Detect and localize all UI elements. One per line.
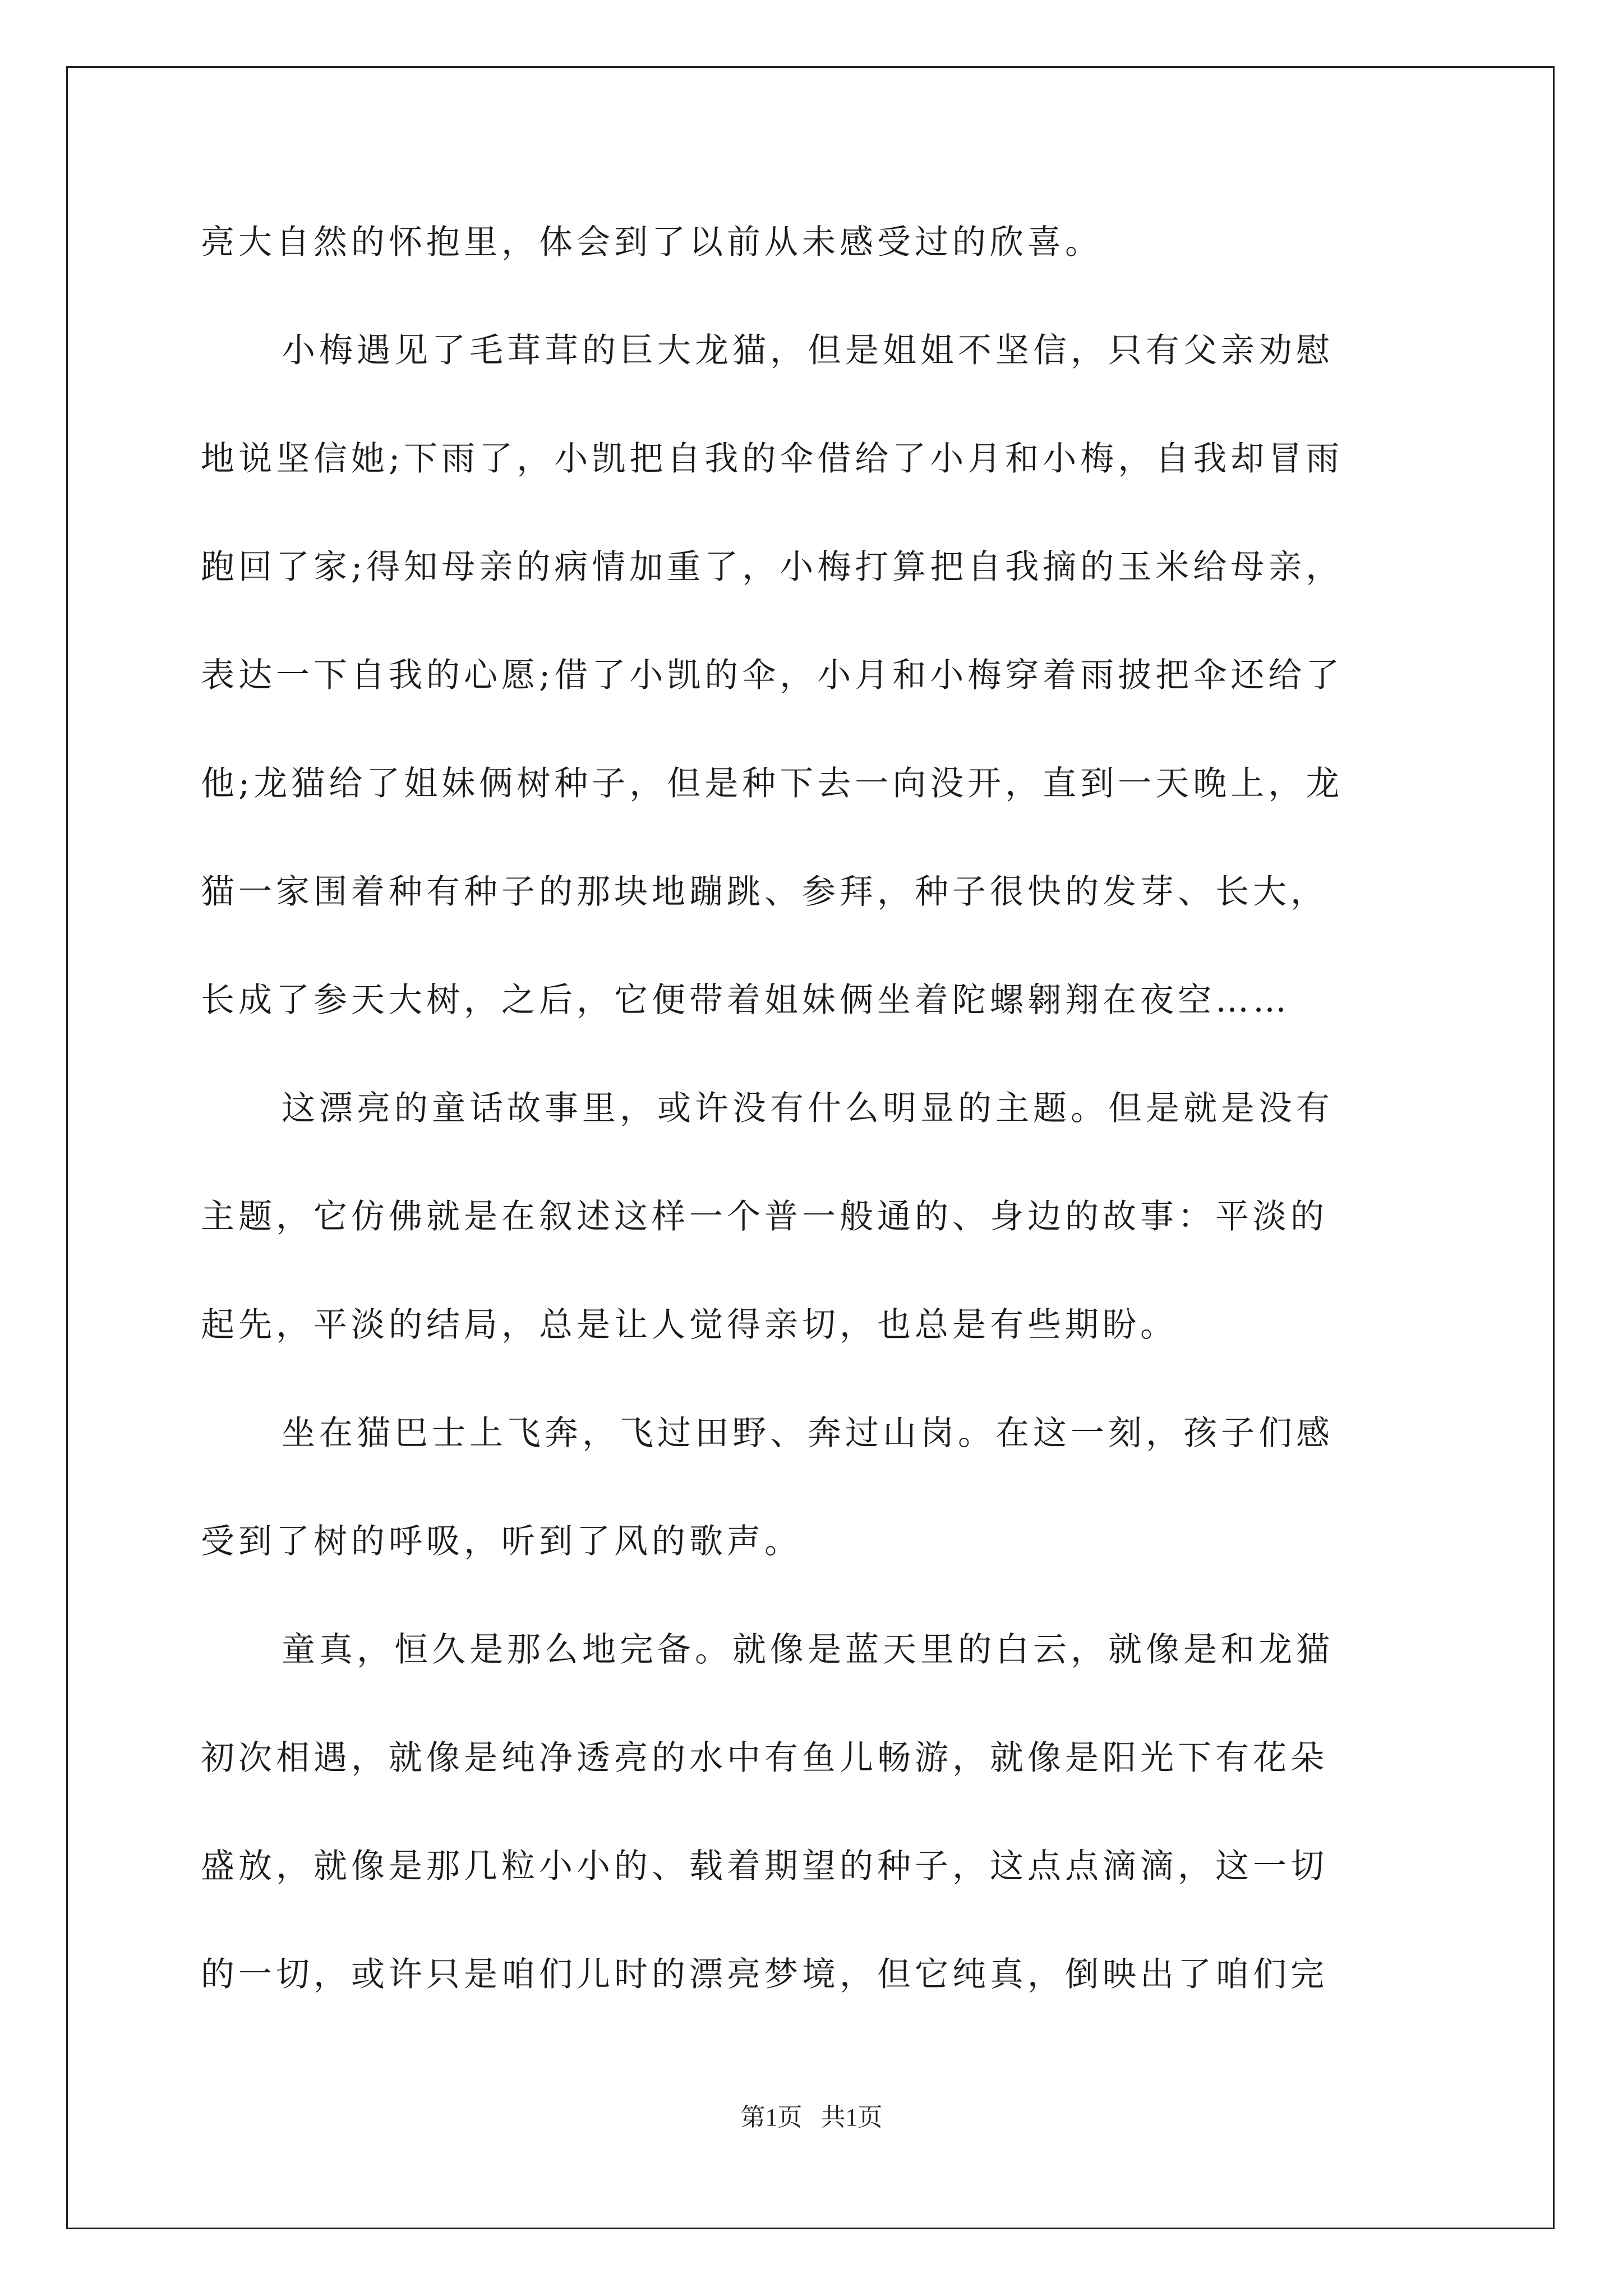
document-body — [201, 188, 1429, 2029]
text-line: 跑回了家;得知母亲的病情加重了，小梅打算把自我摘的玉米给母亲， — [201, 547, 1344, 587]
text-line: 童真，恒久是那么地完备。就像是蓝天里的白云，就像是和龙猫 — [282, 1630, 1334, 1669]
text-line: 亮大自然的怀抱里，体会到了以前从未感受过的欣喜。 — [201, 223, 1103, 262]
text-line: 的一切，或许只是咱们儿时的漂亮梦境，但它纯真，倒映出了咱们完 — [201, 1955, 1328, 1994]
text-line: 盛放，就像是那几粒小小的、载着期望的种子，这点点滴滴，这一切 — [201, 1847, 1328, 1886]
text-line: 初次相遇，就像是纯净透亮的水中有鱼儿畅游，就像是阳光下有花朵 — [201, 1738, 1328, 1778]
text-line: 小梅遇见了毛茸茸的巨大龙猫，但是姐姐不坚信，只有父亲劝慰 — [282, 331, 1334, 370]
text-line: 他;龙猫给了姐妹俩树种子，但是种下去一向没开，直到一天晚上，龙 — [201, 764, 1344, 803]
text-line: 主题，它仿佛就是在叙述这样一个普一般通的、身边的故事：平淡的 — [201, 1197, 1328, 1236]
page-number-footer: 第1页 共1页 — [740, 2104, 883, 2131]
text-line: 猫一家围着种有种子的那块地蹦跳、参拜，种子很快的发芽、长大， — [201, 872, 1328, 912]
text-line: 起先，平淡的结局，总是让人觉得亲切，也总是有些期盼。 — [201, 1305, 1178, 1345]
text-line: 表达一下自我的心愿;借了小凯的伞，小月和小梅穿着雨披把伞还给了 — [201, 656, 1344, 695]
text-line: 这漂亮的童话故事里，或许没有什么明显的主题。但是就是没有 — [282, 1089, 1334, 1128]
text-line: 受到了树的呼吸，听到了风的歌声。 — [201, 1522, 802, 1561]
text-line: 长成了参天大树，之后，它便带着姐妹俩坐着陀螺翱翔在夜空…… — [201, 981, 1290, 1020]
text-line: 地说坚信她;下雨了，小凯把自我的伞借给了小月和小梅，自我却冒雨 — [201, 439, 1344, 478]
text-line: 坐在猫巴士上飞奔，飞过田野、奔过山岗。在这一刻，孩子们感 — [282, 1414, 1334, 1453]
